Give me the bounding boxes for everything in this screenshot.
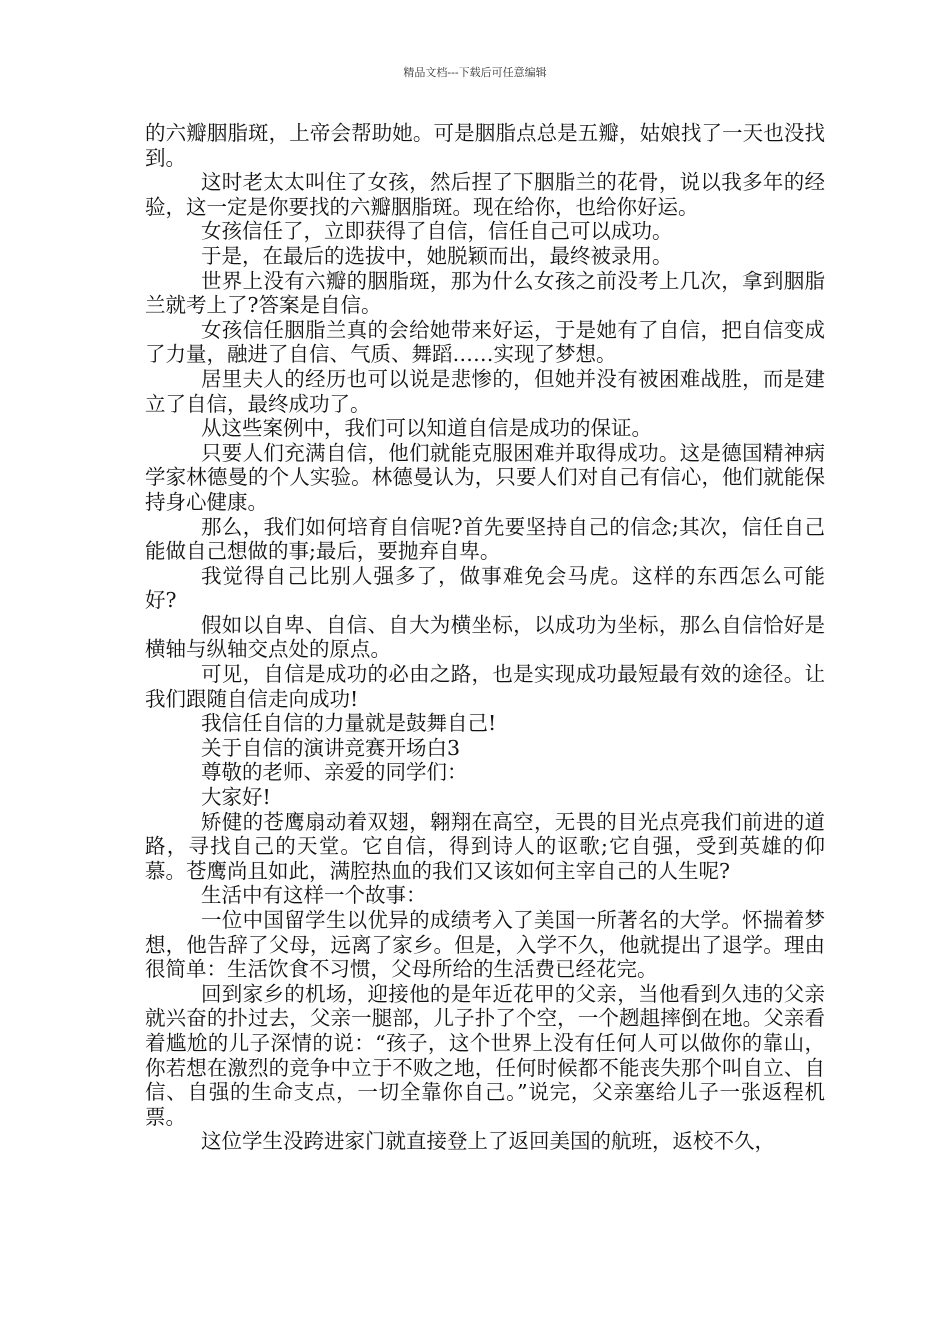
paragraph: 这位学生没跨进家门就直接登上了返回美国的航班，返校不久， bbox=[201, 1129, 775, 1154]
paragraph: 大家好! bbox=[201, 785, 271, 810]
paragraph: 可见，自信是成功的必由之路，也是实现成功最短最有效的途径。让我们跟随自信走向成功! bbox=[145, 662, 825, 711]
paragraph: 女孩信任胭脂兰真的会给她带来好运，于是她有了自信，把自信变成了力量，融进了自信、气质、舞蹈……实现了梦想。 bbox=[145, 317, 825, 367]
paragraph: 一位中国留学生以优异的成绩考入了美国一所著名的大学。怀揣着梦想，他告辞了父母，远离了家乡。但是，入学不久，他就提出了退学。理由很简单：生活饮食不习惯，父母所给的生活费已经花完。 bbox=[145, 908, 825, 982]
paragraph: 我信任自信的力量就是鼓舞自己! bbox=[201, 711, 497, 736]
paragraph: 从这些案例中，我们可以知道自信是成功的保证。 bbox=[201, 416, 652, 441]
paragraph: 于是，在最后的选拔中，她脱颖而出，最终被录用。 bbox=[201, 243, 673, 268]
paragraph: 尊敬的老师、亲爱的同学们： bbox=[201, 760, 468, 785]
paragraph: 我觉得自己比别人强多了，做事难免会马虎。这样的东西怎么可能好? bbox=[145, 563, 825, 613]
paragraph: 回到家乡的机场，迎接他的是年近花甲的父亲，当他看到久违的父亲就兴奋的扑过去，父亲一腿部，儿子扑了个空，一个趔趄摔倒在地。父亲看着尴尬的儿子深情的说：“孩子，这个世界上没有任何人可以做你的靠山，你若想在激烈的竞争中立于不败之地，任何时候都不能丧失那个叫自立、自信、自强的生命支点，一切全靠你自己。”说完，父亲塞给儿子一张返程机票。 bbox=[145, 981, 825, 1129]
document-body bbox=[145, 121, 825, 1154]
paragraph: 关于自信的演讲竞赛开场白3 bbox=[201, 735, 461, 760]
paragraph: 假如以自卑、自信、自大为横坐标，以成功为坐标，那么自信恰好是横轴与纵轴交点处的原点。 bbox=[145, 612, 825, 662]
paragraph: 世界上没有六瓣的胭脂斑，那为什么女孩之前没考上几次，拿到胭脂兰就考上了?答案是自信。 bbox=[145, 268, 825, 318]
paragraph: 的六瓣胭脂斑，上帝会帮助她。可是胭脂点总是五瓣，姑娘找了一天也没找到。 bbox=[145, 121, 825, 170]
paragraph: 只要人们充满自信，他们就能克服困难并取得成功。这是德国精神病学家林德曼的个人实验。林德曼认为，只要人们对自己有信心，他们就能保持身心健康。 bbox=[145, 440, 825, 514]
paragraph: 居里夫人的经历也可以说是悲惨的，但她并没有被困难战胜，而是建立了自信，最终成功了。 bbox=[145, 366, 825, 416]
paragraph: 那么，我们如何培育自信呢?首先要坚持自己的信念;其次，信任自己能做自己想做的事;最后，要抛弃自卑。 bbox=[145, 514, 825, 564]
page-header: 精品文档---下载后可任意编辑 bbox=[403, 66, 547, 79]
paragraph: 生活中有这样一个故事： bbox=[201, 883, 427, 908]
paragraph: 女孩信任了，立即获得了自信，信任自己可以成功。 bbox=[201, 219, 673, 244]
paragraph: 这时老太太叫住了女孩，然后捏了下胭脂兰的花骨，说以我多年的经验，这一定是你要找的六瓣胭脂斑。现在给你，也给你好运。 bbox=[145, 170, 825, 219]
paragraph: 矫健的苍鹰扇动着双翅，翱翔在高空，无畏的目光点亮我们前进的道路，寻找自己的天堂。它自信，得到诗人的讴歌;它自强，受到英雄的仰慕。苍鹰尚且如此，满腔热血的我们又该如何主宰自己的人生呢? bbox=[145, 809, 825, 883]
